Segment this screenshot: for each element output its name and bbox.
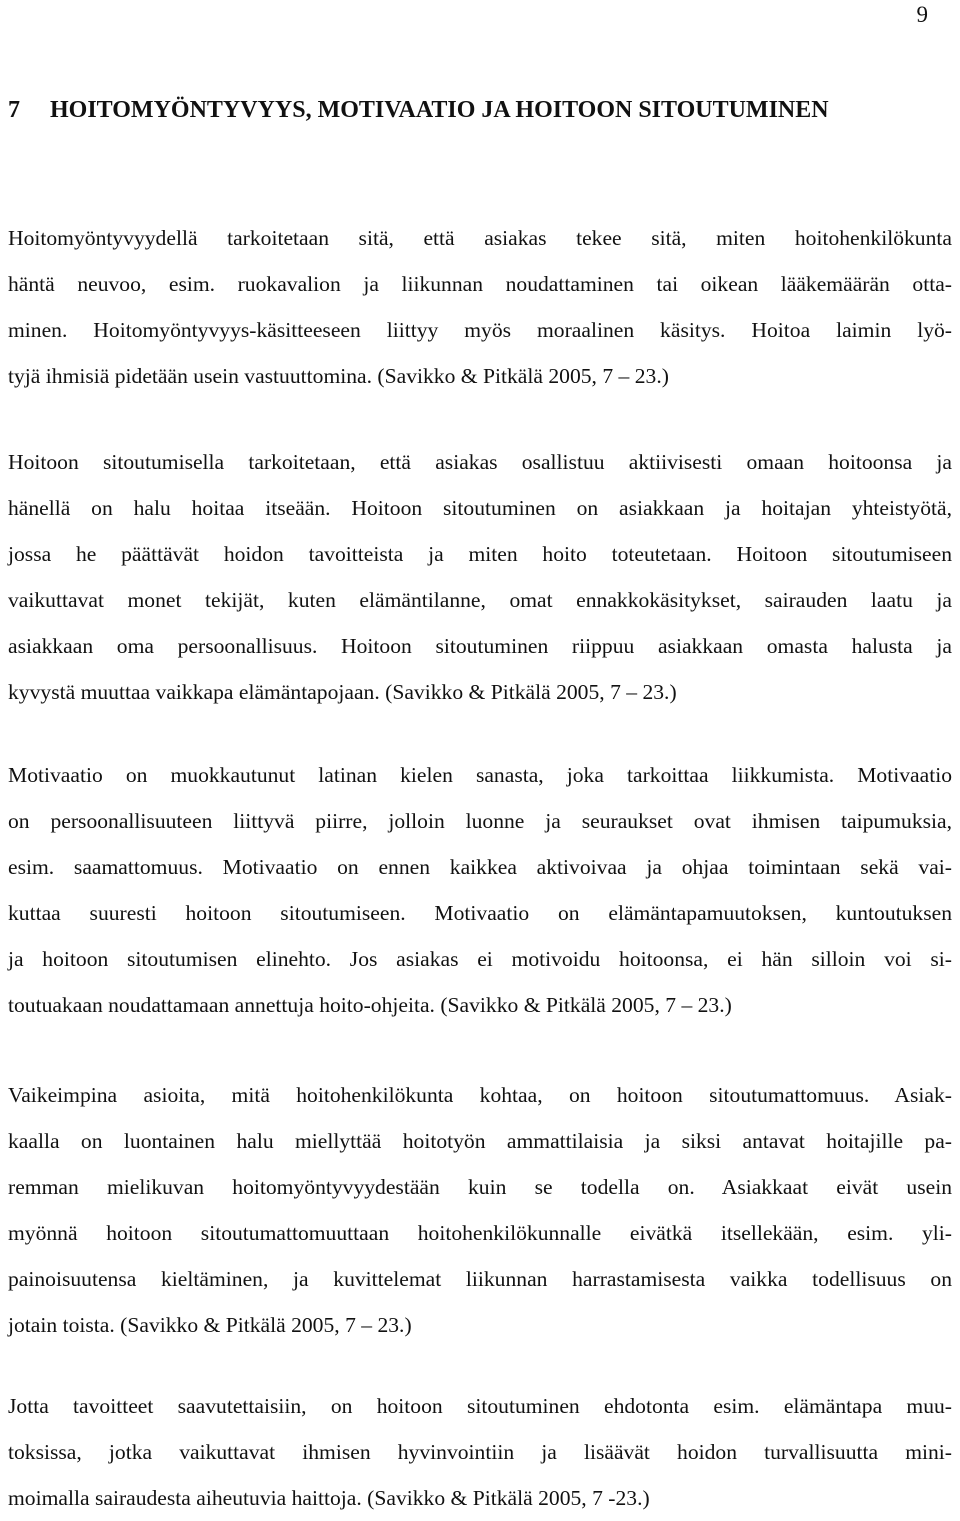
text-line: jotain toista. (Savikko & Pitkälä 2005, 7 – 23.): [8, 1313, 412, 1337]
text-line: ja hoitoon sitoutumisen elinehto. Jos asiakas ei motivoidu hoitoonsa, ei hän silloin voi si-: [8, 947, 952, 971]
text-line: häntä neuvoo, esim. ruokavalion ja liikunnan noudattaminen tai oikean lääkemäärän otta-: [8, 272, 952, 296]
text-line: tyjä ihmisiä pidetään usein vastuuttomina. (Savikko & Pitkälä 2005, 7 – 23.): [8, 364, 669, 388]
text-line: toutuakaan noudattamaan annettuja hoito-ohjeita. (Savikko & Pitkälä 2005, 7 – 23.): [8, 993, 732, 1017]
text-line: jossa he päättävät hoidon tavoitteista ja miten hoito toteutetaan. Hoitoon sitoutumiseen: [8, 542, 952, 566]
text-line: remman mielikuvan hoitomyöntyvyydestään kuin se todella on. Asiakkaat eivät usein: [8, 1175, 952, 1199]
text-line: Motivaatio on muokkautunut latinan kielen sanasta, joka tarkoittaa liikkumista. Motivaatio: [8, 763, 952, 787]
text-line: asiakkaan oma persoonallisuus. Hoitoon sitoutuminen riippuu asiakkaan omasta halusta ja: [8, 634, 952, 658]
paragraph-tavoitteet: [8, 1383, 952, 1521]
paragraph-hoitomyontyvyys: [8, 215, 952, 399]
text-line: Hoitomyöntyvyydellä tarkoitetaan sitä, että asiakas tekee sitä, miten hoitohenkilökunta: [8, 226, 952, 250]
section-title: HOITOMYÖNTYVYYS, MOTIVAATIO JA HOITOON SITOUTUMINEN: [50, 97, 829, 123]
text-line: painoisuutensa kieltäminen, ja kuvittelemat liikunnan harrastamisesta vaikka todellisuus on: [8, 1267, 952, 1291]
text-line: myönnä hoitoon sitoutumattomuuttaan hoitohenkilökunnalle eivätkä itsellekään, esim. yli-: [8, 1221, 952, 1245]
text-line: Hoitoon sitoutumisella tarkoitetaan, että asiakas osallistuu aktiivisesti omaan hoitoonsa ja: [8, 450, 952, 474]
text-line: Vaikeimpina asioita, mitä hoitohenkilökunta kohtaa, on hoitoon sitoutumattomuus. Asiak-: [8, 1083, 952, 1107]
text-line: vaikuttavat monet tekijät, kuten elämäntilanne, omat ennakkokäsitykset, sairauden laatu ja: [8, 588, 952, 612]
text-line: on persoonallisuuteen liittyvä piirre, jolloin luonne ja seuraukset ovat ihmisen taipumuksia,: [8, 809, 952, 833]
paragraph-sitoutumattomuus: [8, 1072, 952, 1348]
page-number: 9: [916, 2, 928, 27]
text-line: kyvystä muuttaa vaikkapa elämäntapojaan. (Savikko & Pitkälä 2005, 7 – 23.): [8, 680, 677, 704]
text-line: Jotta tavoitteet saavutettaisiin, on hoitoon sitoutuminen ehdotonta esim. elämäntapa muu-: [8, 1394, 952, 1418]
text-line: moimalla sairaudesta aiheutuvia haittoja. (Savikko & Pitkälä 2005, 7 -23.): [8, 1486, 650, 1510]
section-number: 7: [8, 97, 20, 123]
text-line: hänellä on halu hoitaa itseään. Hoitoon sitoutuminen on asiakkaan ja hoitajan yhteistyötä,: [8, 496, 952, 520]
section-heading: [8, 94, 829, 126]
text-line: minen. Hoitomyöntyvyys-käsitteeseen liittyy myös moraalinen käsitys. Hoitoa laimin lyö-: [8, 318, 952, 342]
text-line: esim. saamattomuus. Motivaatio on ennen kaikkea aktivoivaa ja ohjaa toimintaan sekä vai-: [8, 855, 952, 879]
paragraph-hoitoon-sitoutuminen: [8, 439, 952, 715]
paragraph-motivaatio: [8, 752, 952, 1028]
text-line: toksissa, jotka vaikuttavat ihmisen hyvinvointiin ja lisäävät hoidon turvallisuutta mini-: [8, 1440, 952, 1464]
text-line: kuttaa suuresti hoitoon sitoutumiseen. Motivaatio on elämäntapamuutoksen, kuntoutuksen: [8, 901, 952, 925]
text-line: kaalla on luontainen halu miellyttää hoitotyön ammattilaisia ja siksi antavat hoitajille pa-: [8, 1129, 952, 1153]
